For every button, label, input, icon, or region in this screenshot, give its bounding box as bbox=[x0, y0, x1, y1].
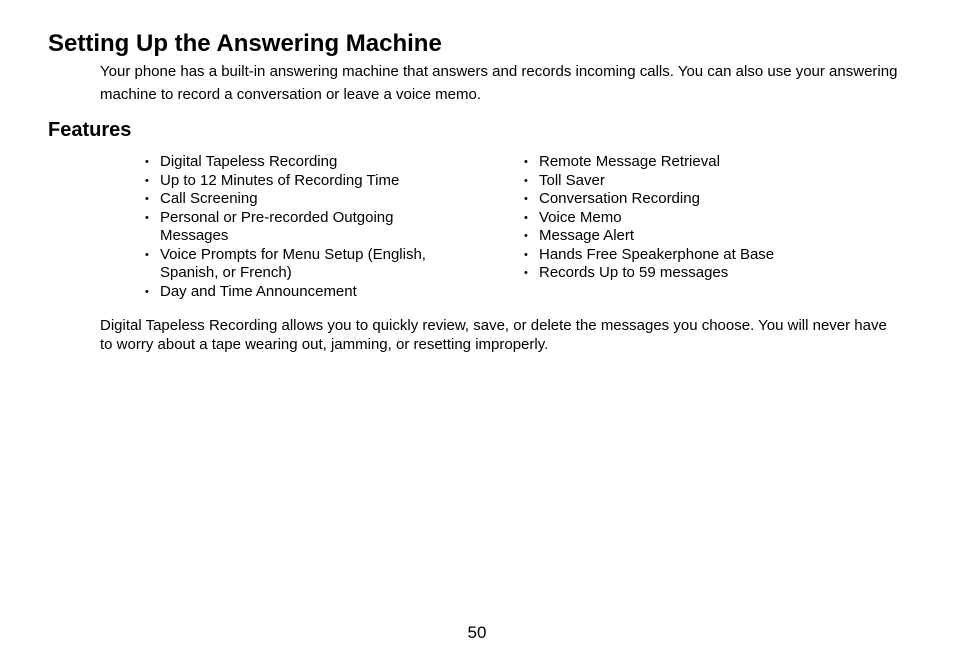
list-item: • Voice Prompts for Menu Setup (English, Spanish, or French) bbox=[143, 246, 460, 283]
list-item: • Remote Message Retrieval bbox=[522, 153, 852, 172]
list-item: • Records Up to 59 messages bbox=[522, 264, 852, 283]
features-list-right bbox=[522, 153, 852, 283]
list-item: • Message Alert bbox=[522, 227, 852, 246]
list-item: • Conversation Recording bbox=[522, 190, 852, 209]
features-list-left bbox=[143, 153, 473, 301]
list-item: • Hands Free Speakerphone at Base bbox=[522, 246, 852, 265]
features-heading: Features bbox=[48, 119, 132, 141]
list-item: • Call Screening bbox=[143, 190, 473, 209]
list-item: • Day and Time Announcement bbox=[143, 283, 473, 302]
list-item: • Toll Saver bbox=[522, 172, 852, 191]
intro-paragraph: Your phone has a built-in answering machine that answers and records incoming calls. You can also use your answering machine to record a conversation or leave a voice memo. bbox=[100, 63, 898, 103]
list-item: • Personal or Pre-recorded Outgoing Messages bbox=[143, 209, 460, 246]
summary-paragraph: Digital Tapeless Recording allows you to quickly review, save, or delete the messages you choose. You will never have to worry about a tape wearing out, jamming, or resetting improperly. bbox=[100, 317, 887, 353]
page-title: Setting Up the Answering Machine bbox=[48, 30, 442, 57]
list-item: • Voice Memo bbox=[522, 209, 852, 228]
page-number: 50 bbox=[467, 623, 487, 642]
list-item: • Digital Tapeless Recording bbox=[143, 153, 473, 172]
list-item: • Up to 12 Minutes of Recording Time bbox=[143, 172, 473, 191]
